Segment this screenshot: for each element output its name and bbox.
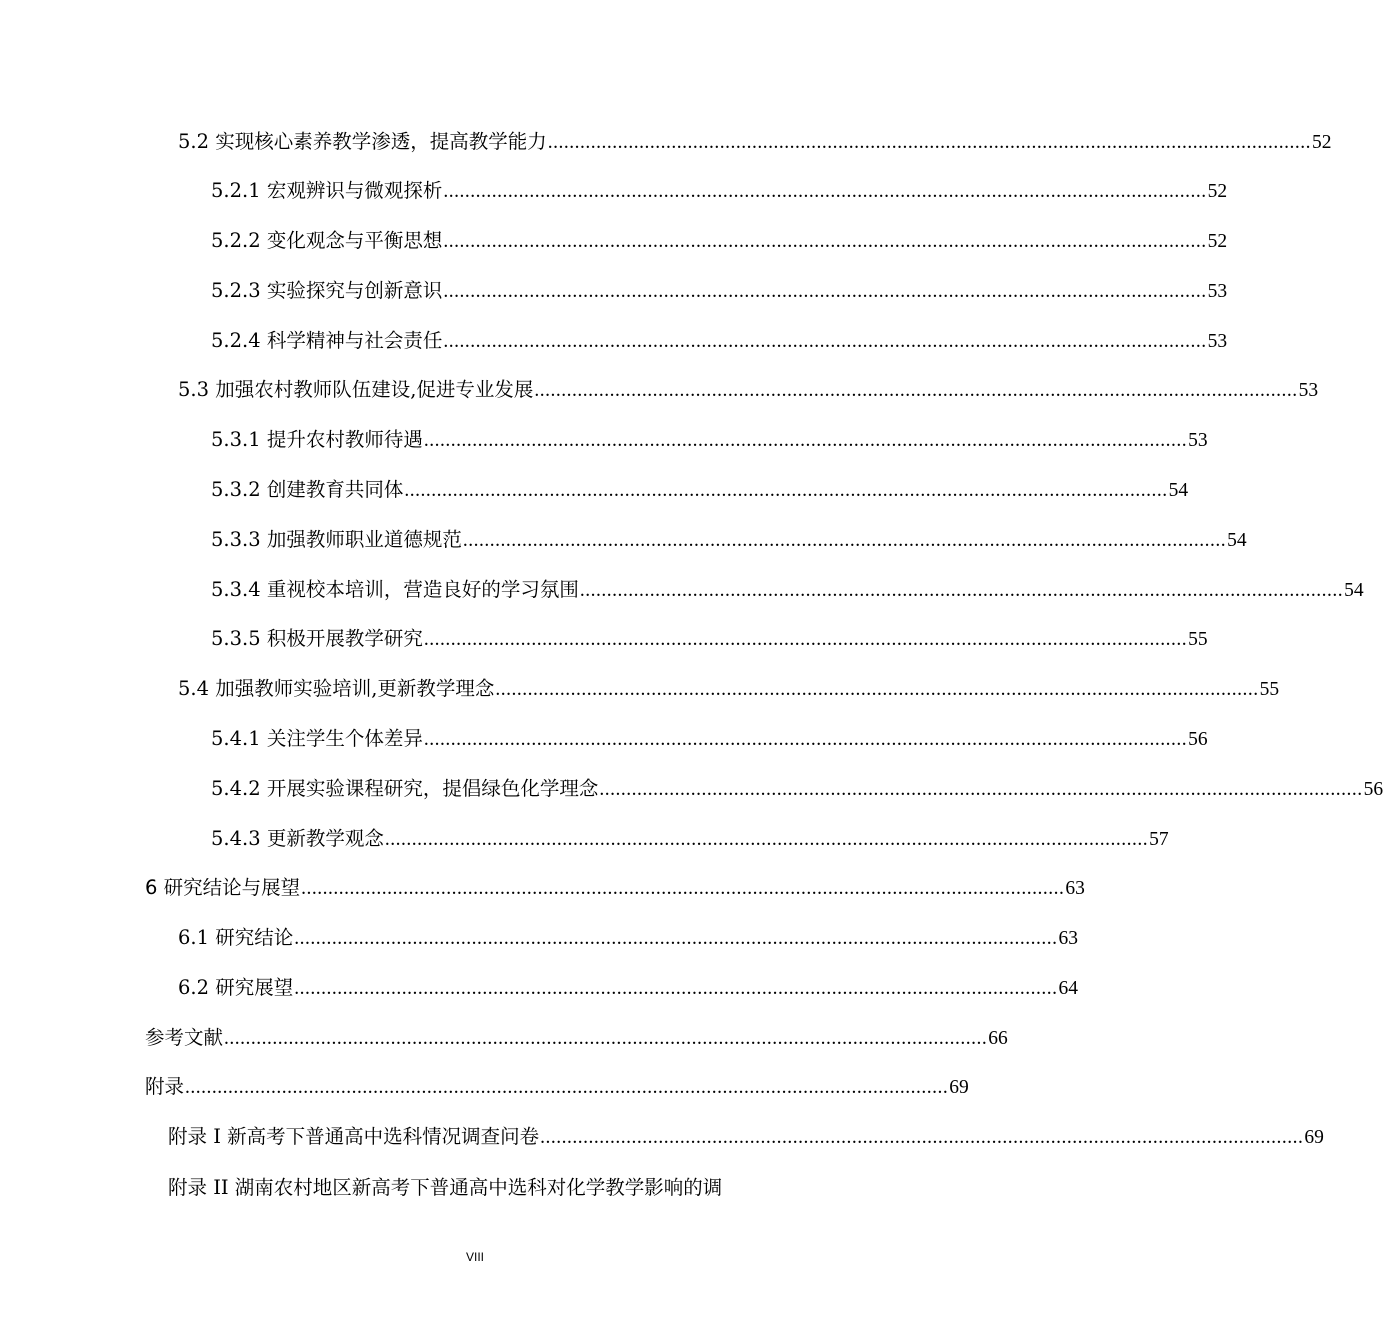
page-number: VIII xyxy=(465,1250,484,1264)
toc-leader-dots: .............................................................................................................................................. xyxy=(423,729,1188,750)
toc-entry-page: 53 xyxy=(1207,331,1228,352)
toc-entry-title: 5.3.3 加强教师职业道德规范 xyxy=(211,528,462,551)
toc-entry-page: 52 xyxy=(1207,181,1228,202)
toc-leader-dots: .............................................................................................................................................. xyxy=(443,331,1207,352)
toc-entry[interactable] xyxy=(178,128,1332,157)
toc-entry[interactable] xyxy=(211,177,1228,206)
toc-entry-title: 6.1 研究结论 xyxy=(178,926,294,949)
toc-entry-title: 5.2.4 科学精神与社会责任 xyxy=(211,329,443,352)
toc-leader-dots: .............................................................................................................................................. xyxy=(462,530,1227,551)
toc-entry-chapter[interactable] xyxy=(145,1073,969,1102)
toc-leader-dots: .............................................................................................................................................. xyxy=(301,878,1065,899)
toc-entry-page: 66 xyxy=(988,1028,1008,1049)
toc-entry-title: 6 研究结论与展望 xyxy=(145,876,301,899)
toc-entry[interactable] xyxy=(178,675,1280,704)
toc-leader-dots: .............................................................................................................................................. xyxy=(534,380,1298,401)
toc-entry-title: 5.4.3 更新教学观念 xyxy=(211,827,384,850)
toc-leader-dots: .............................................................................................................................................. xyxy=(404,480,1168,501)
toc-entry-page: 53 xyxy=(1207,281,1228,302)
toc-entry[interactable] xyxy=(178,924,1078,953)
toc-leader-dots: .............................................................................................................................................. xyxy=(423,629,1188,650)
toc-entry[interactable] xyxy=(211,725,1208,754)
toc-leader-dots: .............................................................................................................................................. xyxy=(185,1077,949,1098)
toc-entry[interactable] xyxy=(211,526,1247,555)
toc-entry-title: 5.4.2 开展实验课程研究，提倡绿色化学理念 xyxy=(211,777,599,800)
toc-entry-page: 53 xyxy=(1188,430,1208,451)
toc-entry-chapter[interactable] xyxy=(145,1024,1008,1053)
toc-entry[interactable] xyxy=(211,227,1228,256)
toc-entry-title: 5.3.4 重视校本培训，营造良好的学习氛围 xyxy=(211,578,579,601)
toc-entry[interactable] xyxy=(178,376,1319,405)
toc-entry-title: 5.2 实现核心素养教学渗透，提高教学能力 xyxy=(178,130,547,153)
toc-leader-dots: .............................................................................................................................................. xyxy=(294,928,1058,949)
toc-entry-title: 参考文献 xyxy=(145,1026,224,1049)
toc-entry-page: 52 xyxy=(1207,231,1228,252)
toc-entry[interactable] xyxy=(211,426,1208,455)
toc-entry-title: 5.3 加强农村教师队伍建设,促进专业发展 xyxy=(178,378,534,401)
toc-entry-page: 63 xyxy=(1058,928,1078,949)
toc-leader-dots: .............................................................................................................................................. xyxy=(423,430,1188,451)
toc-entry-title: 5.2.3 实验探究与创新意识 xyxy=(211,279,443,302)
toc-entry[interactable] xyxy=(211,327,1228,356)
toc-entry[interactable] xyxy=(211,277,1228,306)
toc-entry-page: 69 xyxy=(1304,1127,1324,1148)
toc-entry-continued[interactable]: 附录 II 湖南农村地区新高考下普通高中选科对化学教学影响的调 xyxy=(168,1176,723,1199)
toc-entry-title: 5.2.1 宏观辨识与微观探析 xyxy=(211,179,443,202)
toc-leader-dots: .............................................................................................................................................. xyxy=(579,580,1344,601)
toc-entry-title: 5.3.1 提升农村教师待遇 xyxy=(211,428,423,451)
toc-entry-title: 5.3.5 积极开展教学研究 xyxy=(211,627,423,650)
toc-entry[interactable] xyxy=(211,825,1169,854)
toc-entry-title: 5.2.2 变化观念与平衡思想 xyxy=(211,229,443,252)
toc-entry[interactable] xyxy=(168,1123,1324,1152)
toc-entry-page: 69 xyxy=(949,1077,969,1098)
toc-entry-title: 6.2 研究展望 xyxy=(178,976,294,999)
toc-entry[interactable] xyxy=(178,974,1078,1003)
toc-entry[interactable] xyxy=(211,625,1208,654)
toc-entry-page: 64 xyxy=(1058,978,1078,999)
toc-entry-title: 5.3.2 创建教育共同体 xyxy=(211,478,404,501)
toc-leader-dots: .............................................................................................................................................. xyxy=(384,829,1149,850)
toc-entry-page: 56 xyxy=(1188,729,1208,750)
toc-entry-title: 附录 xyxy=(145,1075,185,1098)
toc-entry-page: 55 xyxy=(1188,629,1208,650)
toc-entry-chapter[interactable] xyxy=(145,874,1085,903)
toc-entry-page: 52 xyxy=(1311,132,1332,153)
toc-leader-dots: .............................................................................................................................................. xyxy=(443,281,1207,302)
toc-entry[interactable] xyxy=(211,775,1383,804)
toc-leader-dots: .............................................................................................................................................. xyxy=(599,779,1363,800)
toc-entry-page: 54 xyxy=(1227,530,1247,551)
toc-entry-title: 附录 I 新高考下普通高中选科情况调查问卷 xyxy=(168,1125,540,1148)
toc-entry-page: 57 xyxy=(1149,829,1169,850)
toc-entry-title: 5.4.1 关注学生个体差异 xyxy=(211,727,423,750)
toc-entry[interactable] xyxy=(211,576,1364,605)
toc-leader-dots: .............................................................................................................................................. xyxy=(443,181,1207,202)
toc-leader-dots: .............................................................................................................................................. xyxy=(443,231,1207,252)
toc-leader-dots: .............................................................................................................................................. xyxy=(294,978,1058,999)
toc-leader-dots: .............................................................................................................................................. xyxy=(540,1127,1304,1148)
toc-leader-dots: .............................................................................................................................................. xyxy=(224,1028,988,1049)
toc-leader-dots: .............................................................................................................................................. xyxy=(547,132,1311,153)
toc-entry-page: 56 xyxy=(1363,779,1383,800)
toc-entry-page: 55 xyxy=(1259,679,1280,700)
toc-entry[interactable] xyxy=(211,476,1189,505)
toc-entry-page: 53 xyxy=(1298,380,1319,401)
toc-entry-page: 54 xyxy=(1344,580,1364,601)
toc-leader-dots: .............................................................................................................................................. xyxy=(495,679,1259,700)
toc-entry-page: 54 xyxy=(1168,480,1189,501)
toc-entry-page: 63 xyxy=(1065,878,1085,899)
toc-entry-title: 5.4 加强教师实验培训,更新教学理念 xyxy=(178,677,495,700)
